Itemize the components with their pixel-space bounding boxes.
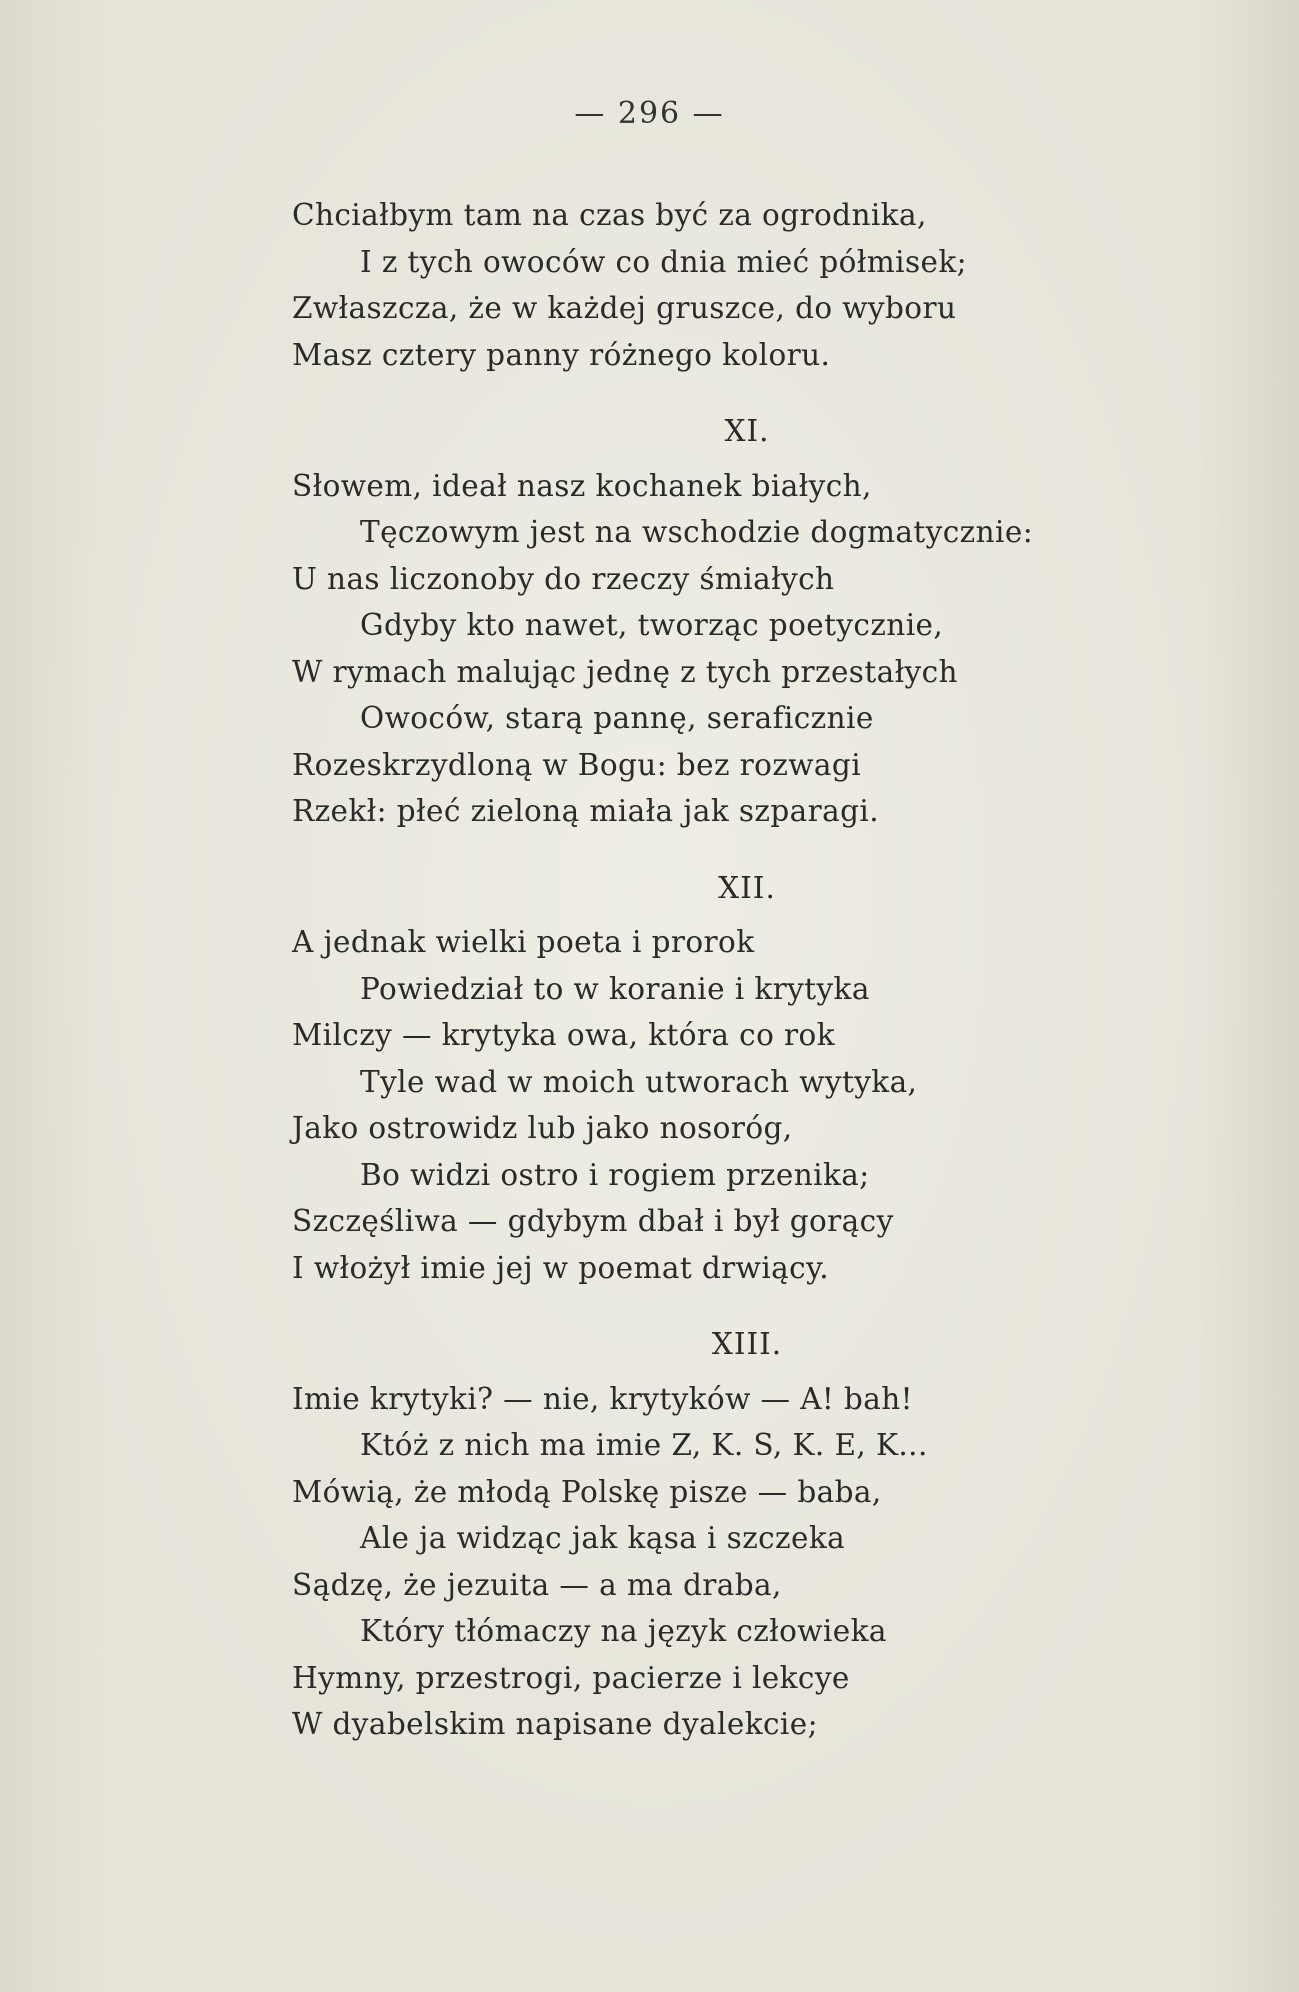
verse-line: Któż z nich ma imie Z, K. S, K. E, K... (360, 1428, 928, 1462)
verse-line: Gdyby kto nawet, tworząc poetycznie, (360, 608, 944, 642)
verse-line: A jednak wielki poeta i prorok (292, 925, 755, 959)
verse-line: Tęczowym jest na wschodzie dogmatycznie: (360, 515, 1034, 549)
verse-line: Milczy — krytyka owa, która co rok (292, 1018, 835, 1052)
verse-line: Który tłómaczy na język człowieka (360, 1614, 887, 1648)
verse-line: Rzekł: płeć zieloną miała jak szparagi. (292, 794, 880, 828)
verse-line: Szczęśliwa — gdybym dbał i był gorący (292, 1204, 894, 1238)
verse-line: W dyabelskim napisane dyalekcie; (292, 1707, 818, 1741)
verse-line: Jako ostrowidz lub jako nosoróg, (292, 1111, 793, 1145)
stanza (292, 408, 1172, 835)
verse-line: Tyle wad w moich utworach wytyka, (360, 1064, 918, 1099)
verse-line: W rymach malując jednę z tych przestałych (292, 654, 958, 689)
stanza-heading: XII. (718, 870, 776, 905)
verse-line: U nas liczonoby do rzeczy śmiałych (292, 561, 835, 596)
verse-line: Sądzę, że jezuita — a ma draba, (292, 1567, 782, 1602)
poem-text (292, 192, 1172, 1748)
verse-line: Zwłaszcza, że w każdej gruszce, do wyboru (292, 291, 957, 325)
stanza (292, 1321, 1172, 1748)
verse-line: Imie krytyki? — nie, krytyków — A! bah! (292, 1381, 913, 1416)
verse-line: Chciałbym tam na czas być za ogrodnika, (292, 198, 927, 232)
verse-line: Masz cztery panny różnego koloru. (292, 337, 831, 372)
stanza (292, 192, 1172, 378)
stanza-heading: XIII. (711, 1327, 783, 1361)
page-number: — 296 — (574, 96, 725, 131)
verse-line: Mówią, że młodą Polskę pisze — baba, (292, 1474, 882, 1509)
verse-line: Ale ja widząc jak kąsa i szczeka (360, 1521, 846, 1555)
verse-line: Owoców, starą pannę, seraficznie (360, 701, 874, 735)
verse-line: Rozeskrzydloną w Bogu: bez rozwagi (292, 747, 862, 782)
verse-line: Powiedział to w koranie i krytyka (360, 971, 870, 1006)
stanza-heading: XI. (724, 414, 770, 448)
stanza (292, 865, 1172, 1292)
verse-line: Słowem, ideał nasz kochanek białych, (292, 468, 872, 503)
verse-line: I włożył imie jej w poemat drwiący. (292, 1250, 829, 1285)
verse-line: Bo widzi ostro i rogiem przenika; (360, 1157, 870, 1192)
verse-line: Hymny, przestrogi, pacierze i lekcye (292, 1660, 850, 1695)
verse-line: I z tych owoców co dnia mieć półmisek; (360, 244, 967, 279)
